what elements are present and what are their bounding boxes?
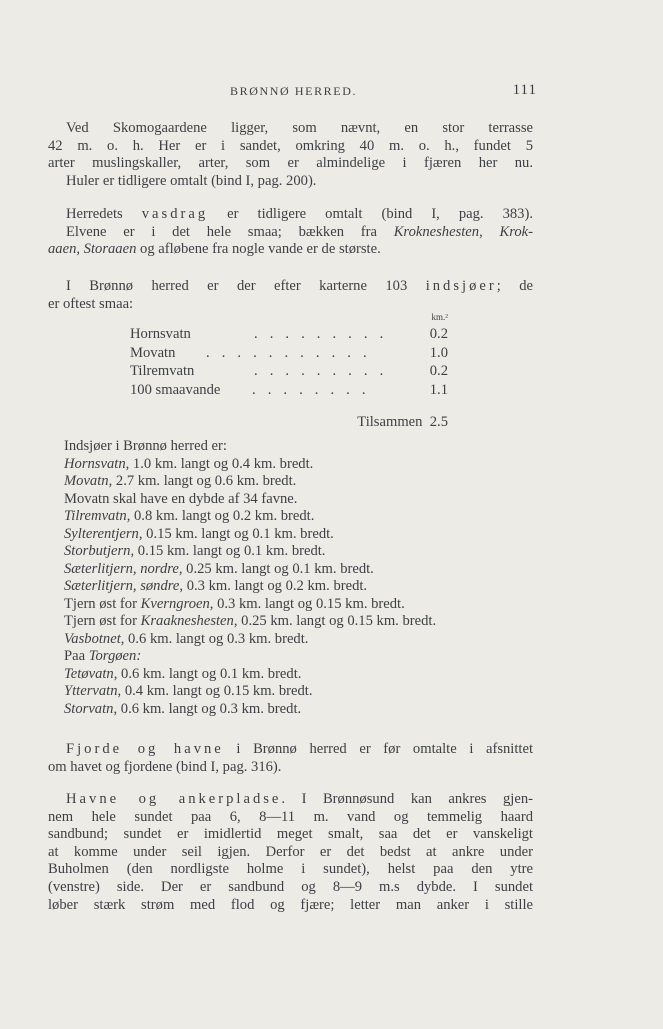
text-line: 42 m. o. h. Her er i sandet, omkring 40 m. o. h., fundet 5 <box>48 137 533 154</box>
place-name: Storaaen <box>83 241 137 258</box>
text-line: Huler er tidligere omtalt (bind I, pag. 200). <box>66 172 317 189</box>
text-line <box>48 206 533 224</box>
list-item <box>64 683 544 701</box>
text-run: Paa <box>64 648 89 664</box>
spaced-term: Fjorde og havne <box>66 741 224 757</box>
lake-dimensions: , 0.4 km. langt og 0.15 km. bredt. <box>117 683 313 699</box>
leader-dots: . . . . . . . . . <box>254 326 388 342</box>
list-item: Movatn skal have en dybde af 34 favne. <box>64 490 298 507</box>
list-item <box>64 631 544 649</box>
spaced-term: vasdrag <box>141 206 209 222</box>
text-run: Herredets <box>66 206 142 222</box>
text-run: og afløbene fra nogle vande er de største. <box>136 241 381 258</box>
leader-dots: . . . . . . . . . . . <box>206 344 371 361</box>
lake-name: Hornsvatn <box>130 326 191 342</box>
lake-area-table <box>130 312 448 430</box>
text-line: Buholmen (den nordligste holme i sundet), helst paa den ytre <box>48 861 533 878</box>
lake-area: 0.2 <box>429 326 448 342</box>
place-name: Krok- <box>499 223 534 240</box>
paragraph-fjorde <box>48 741 533 776</box>
lake-name: 100 smaavande <box>130 381 221 398</box>
place-name: Krokneshesten <box>393 223 480 240</box>
lake-name: Movatn <box>64 473 109 489</box>
table-total <box>357 414 448 431</box>
list-item <box>64 543 544 561</box>
leader-dots: . . . . . . . . . <box>254 363 388 379</box>
text-line <box>48 241 533 259</box>
lake-name: Tetøvatn <box>64 665 114 682</box>
page-number: 111 <box>512 82 537 98</box>
text-run: . I Brønnøsund kan ankres gjen- <box>281 791 533 807</box>
lake-dimensions: , 0.6 km. langt og 0.3 km. bredt. <box>113 700 302 717</box>
list-item <box>64 561 544 579</box>
lake-name: Tilremvatn <box>130 363 195 379</box>
paragraph-havne <box>48 791 533 914</box>
text-run: Tjern øst for <box>64 613 141 629</box>
list-item <box>64 701 544 719</box>
lake-name: Tilremvatn <box>64 508 127 524</box>
text-line <box>48 224 533 242</box>
total-value: 2.5 <box>429 414 448 430</box>
lake-area: 1.0 <box>429 344 448 361</box>
text-line: arter muslingskaller, arter, som er almindelige i fjæren her nu. <box>48 155 533 172</box>
text-line: Ved Skomogaardene ligger, som nævnt, en stor terrasse <box>66 120 533 136</box>
lake-dimensions: , 0.25 km. langt og 0.1 km. bredt. <box>178 560 374 577</box>
text-line: nem hele sundet paa 6, 8—11 m. vand og temmelig haard <box>48 808 533 825</box>
table-row <box>130 345 448 364</box>
lake-name: Storbutjern <box>64 543 131 559</box>
lake-name: Sæterlitjern, nordre <box>64 560 179 577</box>
text-line <box>48 741 533 759</box>
table-row <box>130 326 448 345</box>
text-run: , <box>76 241 84 258</box>
text-run: I Brønnø herred er der efter karterne 103 <box>66 278 426 294</box>
list-item <box>64 596 544 614</box>
spaced-term: indsjøer <box>425 278 497 294</box>
text-run: Tjern øst for <box>64 595 141 612</box>
list-item <box>64 456 544 474</box>
text-line: er oftest smaa: <box>48 295 134 312</box>
text-run: ; de <box>496 278 533 294</box>
lake-name: Kraakneshesten <box>140 613 234 629</box>
lake-name: Movatn <box>130 344 176 361</box>
lake-area: 1.1 <box>429 381 448 398</box>
list-item <box>64 613 544 631</box>
total-label: Tilsammen <box>357 414 423 430</box>
lake-name: Hornsvatn <box>64 455 126 472</box>
lake-area: 0.2 <box>429 363 448 379</box>
lake-dimensions: , 0.25 km. langt og 0.15 km. bredt. <box>233 613 437 629</box>
island-name: Torgøen: <box>88 648 142 664</box>
list-item <box>64 526 544 544</box>
list-item <box>64 508 544 526</box>
paragraph-vasdrag <box>48 206 533 259</box>
text-line: sandbund; sundet er imidlertid meget smalt, saa det er vanskeligt <box>48 826 533 843</box>
list-item <box>64 648 544 666</box>
list-item <box>64 473 544 491</box>
lake-name: Sæterlitjern, søndre <box>64 578 180 594</box>
list-heading: Indsjøer i Brønnø herred er: <box>64 438 227 454</box>
lake-name: Vasbotnet <box>64 630 121 647</box>
text-line: (venstre) side. Der er sandbund og 8—9 m.s dybde. I sundet <box>48 878 533 895</box>
lake-dimensions: , 0.6 km. langt og 0.3 km. bredt. <box>120 630 309 647</box>
lake-name: Kverngroen <box>140 595 210 612</box>
running-title: BRØNNØ HERRED. <box>230 84 358 98</box>
text-run: , <box>479 223 500 240</box>
lake-name: Storvatn <box>64 700 114 717</box>
lake-dimensions: , 0.15 km. langt og 0.1 km. bredt. <box>130 543 326 559</box>
page-header <box>48 82 537 102</box>
place-name: aaen <box>48 241 77 258</box>
lake-list <box>64 438 544 718</box>
table-row <box>130 363 448 382</box>
spaced-term: Havne og ankerpladse <box>66 791 282 807</box>
list-item <box>64 578 544 596</box>
text-run: i Brønnø herred er før omtalte i afsnittet <box>223 741 533 757</box>
table-row <box>130 382 448 401</box>
text-run: Elvene er i det hele smaa; bækken fra <box>66 223 394 240</box>
paragraph-skomogaardene <box>48 120 533 190</box>
lake-dimensions: , 0.3 km. langt og 0.15 km. bredt. <box>209 595 405 612</box>
lake-dimensions: , 0.8 km. langt og 0.2 km. bredt. <box>126 508 315 524</box>
leader-dots: . . . . . . . . <box>252 381 370 398</box>
lake-name: Sylterentjern <box>64 525 139 542</box>
text-line: at komme under seil igjen. Derfor er det bedst at ankre under <box>48 843 533 860</box>
text-line: om havet og fjordene (bind I, pag. 316). <box>48 758 282 775</box>
text-line: løber stærk strøm med flod og fjære; letter man anker i stille <box>48 896 533 913</box>
paragraph-indsjoer <box>48 278 533 313</box>
unit-label: km.² <box>431 312 448 322</box>
lake-dimensions: , 0.6 km. langt og 0.1 km. bredt. <box>113 665 302 682</box>
lake-dimensions: , 2.7 km. langt og 0.6 km. bredt. <box>108 473 297 489</box>
text-run: er tidligere omtalt (bind I, pag. 383). <box>208 206 533 222</box>
lake-dimensions: , 0.15 km. langt og 0.1 km. bredt. <box>138 525 334 542</box>
text-line <box>48 278 533 296</box>
list-item <box>64 666 544 684</box>
lake-name: Yttervatn <box>64 683 118 699</box>
lake-dimensions: , 0.3 km. langt og 0.2 km. bredt. <box>179 578 368 594</box>
text-line <box>48 791 533 809</box>
lake-dimensions: , 1.0 km. langt og 0.4 km. bredt. <box>125 455 314 472</box>
